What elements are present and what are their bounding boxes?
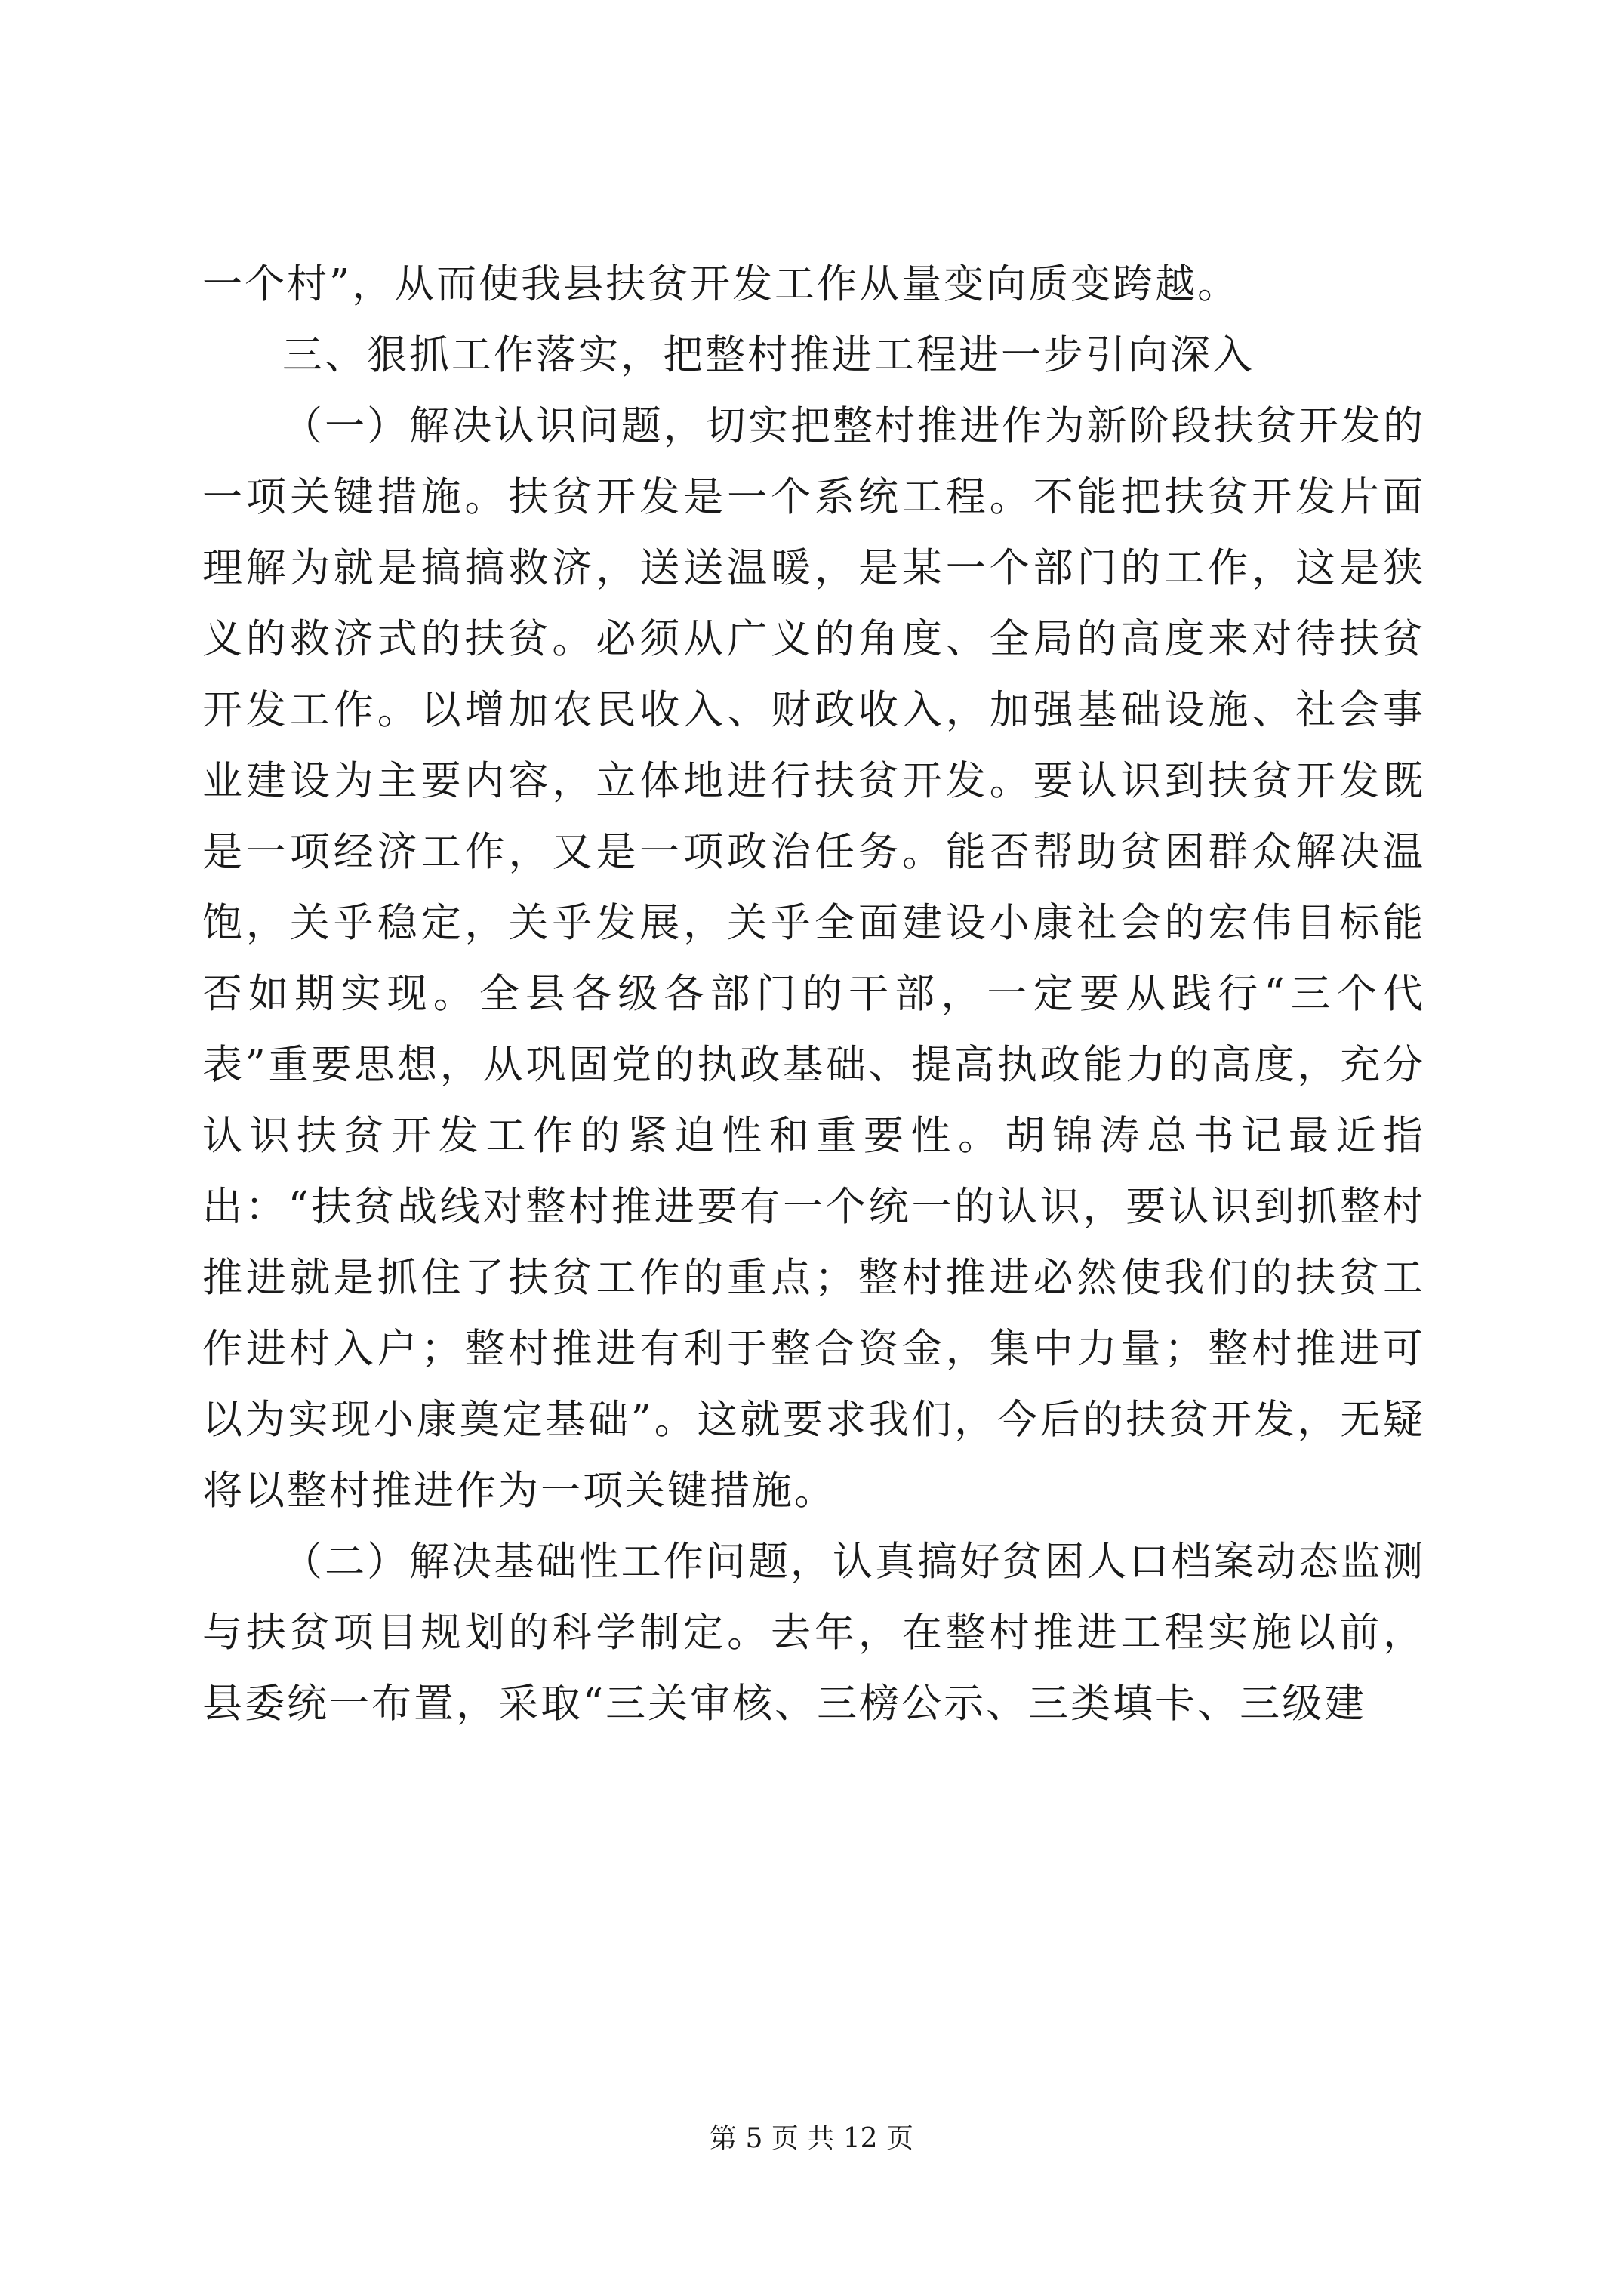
paragraph-continuation: 一个村”，从而使我县扶贫开发工作从量变向质变跨越。 [202,261,1240,307]
page-number-footer: 第 5 页 共 12 页 [710,2123,913,2154]
section-heading-three: 三、狠抓工作落实，把整村推进工程进一步引向深入 [282,332,1255,378]
document-body [202,249,1425,1740]
paragraph-item-two: （二）解决基础性工作问题，认真搞好贫困人口档案动态监测与扶贫项目规划的科学制定。去年，在整村推进工程实施以前，县委统一布置，采取“三关审核、三榜公示、三类填卡、三级建 [202,1539,1425,1727]
paragraph-item-one: （一）解决认识问题，切实把整村推进作为新阶段扶贫开发的一项关键措施。扶贫开发是一个系统工程。不能把扶贫开发片面理解为就是搞搞救济，送送温暖，是某一个部门的工作，这是狭义的救济式的扶贫。必须从广义的角度、全局的高度来对待扶贫开发工作。以增加农民收入、财政收入，加强基础设施、社会事业建设为主要内容，立体地进行扶贫开发。要认识到扶贫开发既是一项经济工作，又是一项政治任务。能否帮助贫困群众解决温饱，关乎稳定，关乎发展，关乎全面建设小康社会的宏伟目标能否如期实现。全县各级各部门的干部，一定要从践行“三个代表”重要思想，从巩固党的执政基础、提高执政能力的高度，充分认识扶贫开发工作的紧迫性和重要性。胡锦涛总书记最近指出：“扶贫战线对整村推进要有一个统一的认识，要认识到抓整村推进就是抓住了扶贫工作的重点；整村推进必然使我们的扶贫工作进村入户；整村推进有利于整合资金，集中力量；整村推进可以为实现小康奠定基础”。这就要求我们，今后的扶贫开发，无疑将以整村推进作为一项关键措施。 [202,403,1425,1514]
